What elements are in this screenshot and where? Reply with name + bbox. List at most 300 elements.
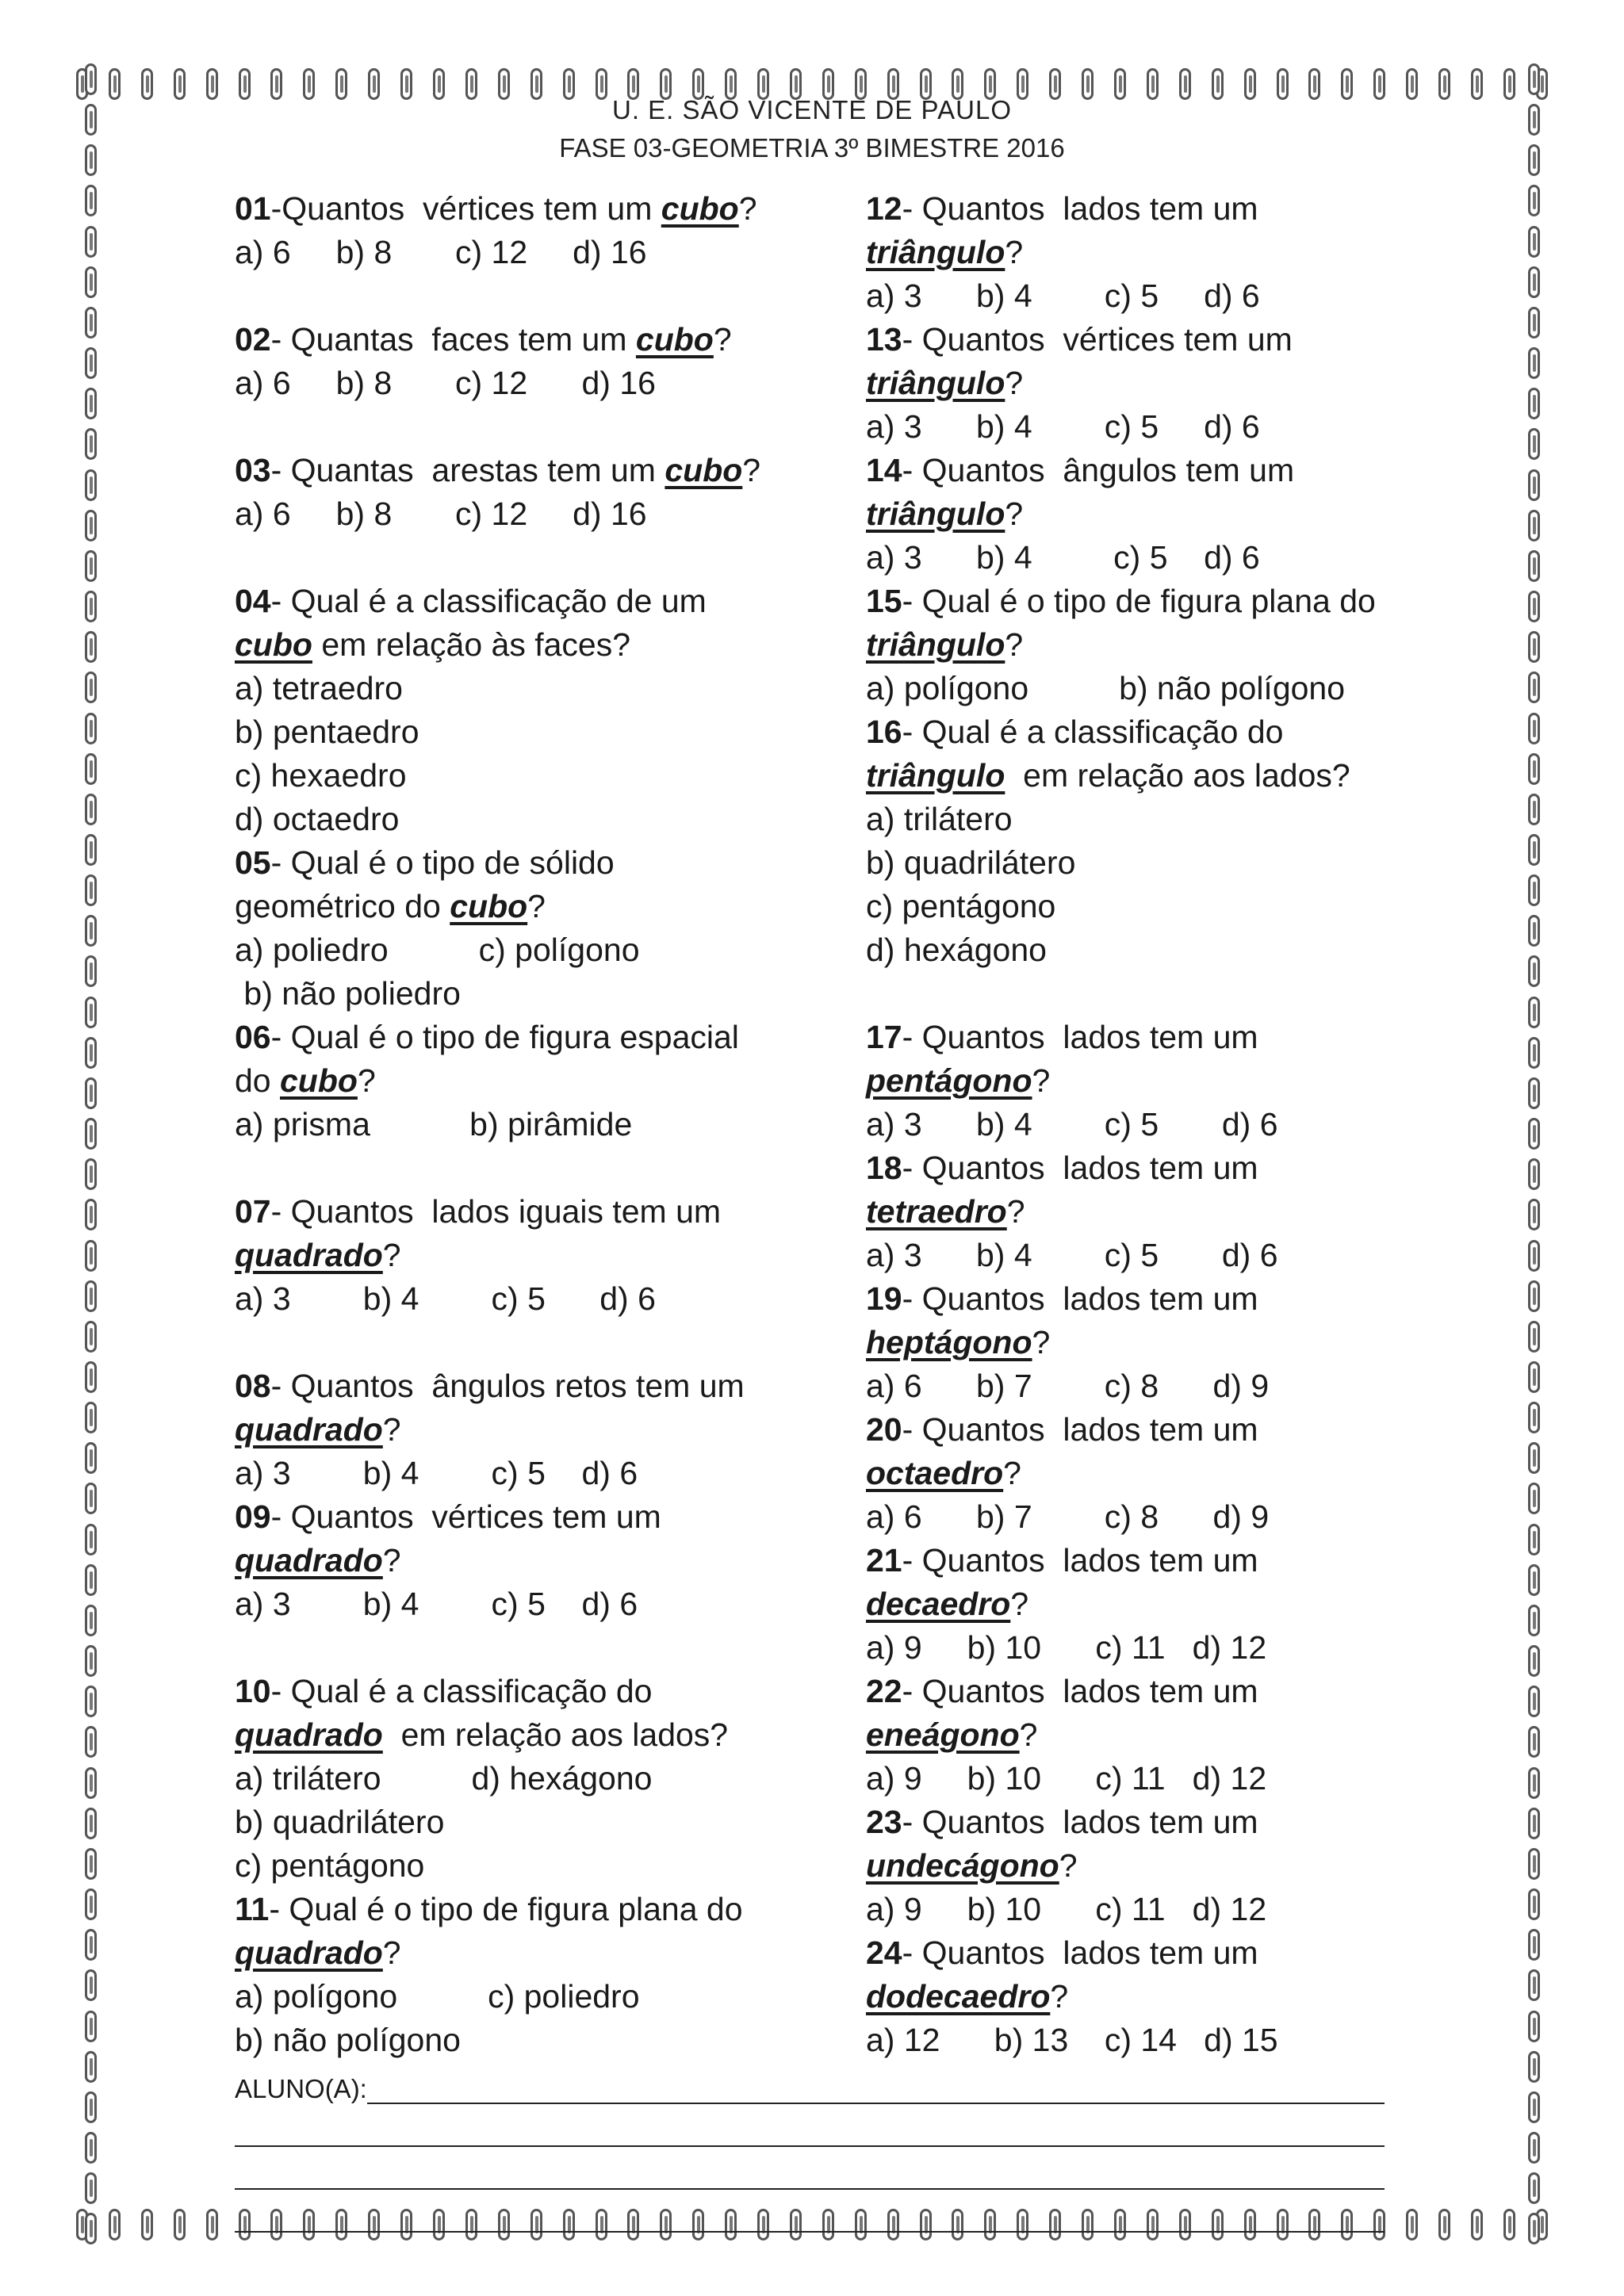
paperclip-icon	[85, 1726, 97, 1758]
paperclip-icon	[1528, 1726, 1540, 1758]
answer-options: a) trilátero d) hexágono	[235, 1760, 653, 1797]
question-text: ?	[1005, 365, 1024, 401]
question-text: em relação aos lados?	[1005, 757, 1350, 794]
answer-options: c) pentágono	[235, 1847, 425, 1884]
paperclip-icon	[1528, 2011, 1540, 2042]
paperclip-icon	[85, 428, 97, 460]
keyword: triângulo	[866, 234, 1005, 270]
paperclip-icon	[1528, 1280, 1540, 1312]
question-line	[866, 1408, 1469, 1452]
question-text: ?	[382, 1237, 401, 1273]
paperclip-icon	[1471, 2209, 1483, 2241]
answer-options: a) poliedro c) polígono	[235, 932, 640, 968]
question-line	[235, 318, 845, 362]
spacer	[235, 405, 845, 449]
paperclip-icon	[141, 2209, 153, 2241]
question-text: ?	[382, 1934, 401, 1971]
question-line	[866, 1016, 1469, 1059]
question-separator: -	[269, 1891, 289, 1927]
paperclip-icon	[1438, 2209, 1450, 2241]
paperclip-icon	[1528, 1483, 1540, 1514]
question-text: ?	[1005, 626, 1024, 663]
keyword: quadrado	[235, 1542, 383, 1578]
paperclip-icon	[85, 1645, 97, 1677]
paperclip-icon	[1528, 1767, 1540, 1799]
paperclip-icon	[85, 753, 97, 785]
question-number: 13	[866, 321, 902, 358]
question-text: ?	[382, 1411, 401, 1448]
question-separator: -	[902, 1150, 922, 1186]
paperclip-icon	[85, 2172, 97, 2204]
paperclip-icon	[1528, 955, 1540, 987]
question-text: ?	[1059, 1847, 1078, 1884]
paperclip-icon	[1528, 63, 1540, 95]
question-text: em relação aos lados?	[382, 1716, 729, 1753]
paperclip-icon	[1528, 1037, 1540, 1069]
question-line	[866, 449, 1469, 492]
keyword: cubo	[235, 626, 312, 663]
answer-options: a) 9 b) 10 c) 11 d) 12	[866, 1629, 1267, 1666]
question-line	[235, 1364, 845, 1408]
paperclip-icon	[85, 469, 97, 501]
question-line	[866, 1800, 1469, 1844]
paperclip-icon	[1528, 510, 1540, 541]
keyword: cubo	[280, 1062, 358, 1099]
paperclip-icon	[85, 1280, 97, 1312]
question-text: Quantos lados tem um	[921, 1673, 1258, 1709]
answer-options: c) hexaedro	[235, 757, 407, 794]
question-number: 02	[235, 321, 271, 358]
paperclip-icon	[1528, 347, 1540, 379]
paperclip-icon	[85, 2011, 97, 2042]
student-name-row	[235, 2061, 1385, 2104]
question-number: 23	[866, 1804, 902, 1840]
paperclip-icon	[1528, 1199, 1540, 1230]
answer-options: b) pentaedro	[235, 714, 419, 750]
answer-options: a) polígono b) não polígono	[866, 670, 1346, 706]
answer-options: a) 9 b) 10 c) 11 d) 12	[866, 1760, 1267, 1797]
paperclip-icon	[1528, 1969, 1540, 2001]
answer-options: a) 3 b) 4 c) 5 d) 6	[866, 277, 1260, 314]
paperclip-icon	[1406, 2209, 1418, 2241]
question-text: ?	[382, 1542, 401, 1578]
question-continuation	[866, 1452, 1469, 1495]
question-text: Qual é o tipo de sólido	[290, 844, 615, 881]
question-number: 01	[235, 190, 271, 227]
question-line	[235, 1670, 845, 1713]
paperclip-icon	[1528, 631, 1540, 663]
answer-options: b) quadrilátero	[235, 1804, 445, 1840]
question-continuation	[866, 1975, 1469, 2019]
keyword: undecágono	[866, 1847, 1059, 1884]
paperclip-icon	[85, 2091, 97, 2123]
paperclip-icon	[1528, 2132, 1540, 2164]
paperclip-icon	[1528, 1686, 1540, 1717]
question-continuation	[866, 1844, 1469, 1888]
question-text: Quantos lados iguais tem um	[290, 1193, 722, 1230]
question-separator: -	[902, 1411, 922, 1448]
question-number: 16	[866, 714, 902, 750]
question-line	[235, 1495, 845, 1539]
question-number: 04	[235, 583, 271, 619]
question-continuation	[235, 1931, 845, 1975]
paperclip-icon	[85, 2213, 97, 2244]
paperclip-icon	[85, 1402, 97, 1433]
paperclip-icon	[1528, 1524, 1540, 1556]
paperclip-icon	[1528, 388, 1540, 419]
question-text: ?	[1032, 1324, 1051, 1360]
keyword: octaedro	[866, 1455, 1004, 1491]
paperclip-icon	[85, 1686, 97, 1717]
spacer	[866, 972, 1469, 1016]
paperclip-icon	[1528, 226, 1540, 258]
paperclip-icon	[85, 185, 97, 216]
question-line	[866, 1539, 1469, 1582]
paperclip-icon	[1528, 185, 1540, 216]
question-line	[235, 841, 845, 885]
answer-options: a) 3 b) 4 c) 5 d) 6	[235, 1280, 656, 1317]
question-continuation	[866, 1190, 1469, 1234]
paperclip-icon	[1528, 794, 1540, 825]
question-number: 22	[866, 1673, 902, 1709]
paperclip-icon	[85, 1605, 97, 1636]
answer-options: a) 6 b) 8 c) 12 d) 16	[235, 496, 647, 532]
answer-options: a) 3 b) 4 c) 5 d) 6	[235, 1586, 638, 1622]
paperclip-icon	[85, 955, 97, 987]
question-separator: -	[902, 1019, 922, 1055]
paperclip-icon	[1528, 2091, 1540, 2123]
paperclip-icon	[1528, 550, 1540, 582]
question-number: 18	[866, 1150, 902, 1186]
question-line	[235, 1190, 845, 1234]
question-continuation	[866, 492, 1469, 536]
question-separator: -	[902, 714, 922, 750]
question-text: ?	[713, 321, 732, 358]
answer-options: d) octaedro	[235, 801, 400, 837]
answer-options: a) 3 b) 4 c) 5 d) 6	[866, 1237, 1278, 1273]
paperclip-icon	[85, 1564, 97, 1596]
paperclip-icon	[85, 550, 97, 582]
paperclip-icon	[85, 794, 97, 825]
spacer	[235, 274, 845, 318]
paperclip-icon	[1528, 1361, 1540, 1393]
paperclip-icon	[1528, 1645, 1540, 1677]
paperclip-icon	[85, 713, 97, 744]
clip-border-right	[1513, 63, 1554, 2245]
question-text: ?	[527, 888, 546, 924]
question-text: Quantas faces tem um	[290, 321, 636, 358]
answer-options: a) 6 b) 8 c) 12 d) 16	[235, 234, 647, 270]
question-separator: -	[902, 1280, 922, 1317]
paperclip-icon	[1528, 1402, 1540, 1433]
question-continuation	[866, 1059, 1469, 1103]
answer-options: a) 6 b) 7 c) 8 d) 9	[866, 1368, 1270, 1404]
keyword: triângulo	[866, 496, 1005, 532]
question-line	[235, 449, 845, 492]
keyword: cubo	[635, 321, 714, 358]
question-number: 07	[235, 1193, 271, 1230]
question-separator: -	[270, 190, 282, 227]
spacer	[235, 1321, 845, 1364]
question-separator: -	[270, 844, 291, 881]
question-text: ?	[1006, 1193, 1025, 1230]
paperclip-icon	[1528, 1158, 1540, 1190]
question-line	[235, 1888, 845, 1931]
student-name-area	[235, 2061, 1385, 2233]
paperclip-icon	[85, 1199, 97, 1230]
question-text: ?	[1010, 1586, 1029, 1622]
answer-options: a) polígono c) poliedro	[235, 1978, 640, 2015]
paperclip-icon	[1528, 2213, 1540, 2244]
keyword: cubo	[450, 888, 528, 924]
keyword: triângulo	[866, 365, 1005, 401]
question-line	[866, 318, 1469, 362]
keyword: decaedro	[866, 1586, 1011, 1622]
question-separator: -	[902, 1934, 922, 1971]
question-continuation	[866, 362, 1469, 405]
paperclip-icon	[85, 874, 97, 906]
paperclip-icon	[1528, 2172, 1540, 2204]
paperclip-icon	[85, 2132, 97, 2164]
student-name-line[interactable]	[367, 2077, 1385, 2104]
paperclip-icon	[85, 1240, 97, 1272]
paperclip-icon	[1528, 915, 1540, 947]
paperclip-icon	[85, 1888, 97, 1920]
question-text: Quantos lados tem um	[921, 1150, 1258, 1186]
paperclip-icon	[85, 1118, 97, 1150]
keyword: eneágono	[866, 1716, 1020, 1753]
question-line	[866, 1670, 1469, 1713]
keyword: triângulo	[866, 757, 1005, 794]
question-text: Qual é a classificação do	[290, 1673, 653, 1709]
keyword: quadrado	[235, 1716, 383, 1753]
question-separator: -	[902, 321, 922, 358]
question-text: Qual é o tipo de figura plana do	[289, 1891, 743, 1927]
question-number: 08	[235, 1368, 271, 1404]
question-separator: -	[902, 583, 922, 619]
paperclip-icon	[1528, 1808, 1540, 1839]
question-number: 12	[866, 190, 902, 227]
answer-options: c) pentágono	[866, 888, 1056, 924]
keyword: tetraedro	[866, 1193, 1007, 1230]
paperclip-icon	[1528, 713, 1540, 744]
question-text: geométrico do	[235, 888, 450, 924]
question-line	[866, 710, 1469, 754]
keyword: quadrado	[235, 1237, 383, 1273]
spacer	[235, 1626, 845, 1670]
answer-options: b) não poliedro	[235, 975, 461, 1012]
question-number: 21	[866, 1542, 902, 1578]
question-text: Quantos ângulos retos tem um	[290, 1368, 745, 1404]
question-text: Quantos lados tem um	[921, 1934, 1258, 1971]
answer-options: a) trilátero	[866, 801, 1013, 837]
question-text: ?	[1005, 234, 1024, 270]
question-number: 09	[235, 1498, 271, 1535]
question-text: Quantos vértices tem um	[921, 321, 1293, 358]
paperclip-icon	[85, 591, 97, 622]
blank-line[interactable]	[235, 2163, 1385, 2190]
keyword: cubo	[665, 452, 743, 488]
answer-options: b) quadrilátero	[866, 844, 1076, 881]
question-text: Quantos ângulos tem um	[921, 452, 1295, 488]
blank-line[interactable]	[235, 2206, 1385, 2233]
question-line	[866, 580, 1469, 623]
question-number: 15	[866, 583, 902, 619]
paperclip-icon	[206, 2209, 218, 2241]
spacer	[235, 1146, 845, 1190]
answer-line	[235, 2104, 1385, 2147]
answer-line	[235, 2147, 1385, 2190]
question-continuation	[235, 1059, 845, 1103]
paperclip-icon	[1528, 1118, 1540, 1150]
question-text: ?	[742, 452, 761, 488]
paperclip-icon	[1528, 428, 1540, 460]
answer-options: a) 3 b) 4 c) 5 d) 6	[235, 1455, 638, 1491]
paperclip-icon	[85, 1158, 97, 1190]
paperclip-icon	[85, 1808, 97, 1839]
paperclip-icon	[1528, 1848, 1540, 1880]
paperclip-icon	[85, 834, 97, 866]
answer-line	[235, 2190, 1385, 2233]
question-number: 06	[235, 1019, 271, 1055]
question-line	[866, 1931, 1469, 1975]
question-separator: -	[270, 452, 291, 488]
question-text: em relação às faces?	[312, 626, 631, 663]
question-number: 05	[235, 844, 271, 881]
question-separator: -	[270, 321, 291, 358]
paperclip-icon	[85, 672, 97, 703]
answer-options: a) 9 b) 10 c) 11 d) 12	[866, 1891, 1267, 1927]
paperclip-icon	[85, 1767, 97, 1799]
question-separator: -	[270, 1019, 291, 1055]
question-separator: -	[902, 452, 922, 488]
question-text: Qual é a classificação de um	[290, 583, 707, 619]
question-line	[235, 1016, 845, 1059]
question-text: Quantos lados tem um	[921, 1542, 1258, 1578]
paperclip-icon	[85, 1524, 97, 1556]
question-continuation	[235, 1234, 845, 1277]
paperclip-icon	[1528, 834, 1540, 866]
answer-options: a) prisma b) pirâmide	[235, 1106, 633, 1142]
paperclip-icon	[174, 2209, 186, 2241]
answer-options: a) 6 b) 7 c) 8 d) 9	[866, 1498, 1270, 1535]
question-text: ?	[738, 190, 757, 227]
question-text: Quantos lados tem um	[921, 1411, 1258, 1448]
question-text: ?	[1032, 1062, 1051, 1099]
question-continuation	[866, 1582, 1469, 1626]
question-continuation	[866, 754, 1469, 798]
paperclip-icon	[85, 1037, 97, 1069]
paperclip-icon	[1528, 1929, 1540, 1961]
question-separator: -	[902, 1804, 922, 1840]
paperclip-icon	[1528, 1077, 1540, 1109]
paperclip-icon	[1528, 2051, 1540, 2083]
question-line	[866, 1146, 1469, 1190]
question-continuation	[866, 231, 1469, 274]
paperclip-icon	[1528, 1605, 1540, 1636]
paperclip-icon	[85, 1442, 97, 1474]
question-continuation	[866, 623, 1469, 667]
paperclip-icon	[1528, 997, 1540, 1028]
question-continuation	[235, 623, 845, 667]
left-question-column	[235, 187, 845, 2062]
paperclip-icon	[85, 307, 97, 339]
question-line	[866, 1277, 1469, 1321]
paperclip-icon	[85, 1929, 97, 1961]
question-text: Quantos lados tem um	[921, 1280, 1258, 1317]
school-name: U. E. SÃO VICENTE DE PAULO	[611, 95, 1012, 124]
paperclip-icon	[85, 2051, 97, 2083]
question-separator: -	[902, 1673, 922, 1709]
clip-border-left	[70, 63, 111, 2245]
right-question-column	[866, 187, 1469, 2062]
question-number: 03	[235, 452, 271, 488]
paperclip-icon	[1528, 1442, 1540, 1474]
question-continuation	[235, 1713, 845, 1757]
question-text: Quantas arestas tem um	[290, 452, 665, 488]
question-number: 19	[866, 1280, 902, 1317]
question-number: 24	[866, 1934, 902, 1971]
question-line	[866, 187, 1469, 231]
question-text: ?	[1019, 1716, 1038, 1753]
paperclip-icon	[1528, 874, 1540, 906]
question-line	[235, 580, 845, 623]
question-number: 20	[866, 1411, 902, 1448]
question-text: Quantos lados tem um	[921, 190, 1258, 227]
question-separator: -	[270, 1498, 291, 1535]
paperclip-icon	[85, 1969, 97, 2001]
question-separator: -	[902, 1542, 922, 1578]
question-text: ?	[1050, 1978, 1069, 2015]
question-continuation	[866, 1713, 1469, 1757]
paperclip-icon	[85, 1361, 97, 1393]
keyword: heptágono	[866, 1324, 1032, 1360]
question-separator: -	[270, 1368, 291, 1404]
question-number: 10	[235, 1673, 271, 1709]
keyword: quadrado	[235, 1411, 383, 1448]
keyword: quadrado	[235, 1934, 383, 1971]
keyword: triângulo	[866, 626, 1005, 663]
paperclip-icon	[1528, 672, 1540, 703]
paperclip-icon	[1528, 591, 1540, 622]
worksheet-subtitle: FASE 03-GEOMETRIA 3º BIMESTRE 2016	[559, 133, 1065, 163]
blank-line[interactable]	[235, 2120, 1385, 2147]
paperclip-icon	[85, 388, 97, 419]
answer-options: a) 3 b) 4 c) 5 d) 6	[866, 539, 1260, 576]
keyword: cubo	[661, 190, 739, 227]
paperclip-icon	[85, 63, 97, 95]
question-continuation	[235, 885, 845, 928]
paperclip-icon	[85, 1848, 97, 1880]
question-text: ?	[357, 1062, 376, 1099]
question-separator: -	[902, 190, 922, 227]
question-text: Qual é o tipo de figura espacial	[290, 1019, 739, 1055]
answer-options: a) 3 b) 4 c) 5 d) 6	[866, 1106, 1278, 1142]
question-text: ?	[1005, 496, 1024, 532]
question-text: Quantos lados tem um	[921, 1019, 1258, 1055]
question-number: 11	[235, 1891, 270, 1927]
question-number: 14	[866, 452, 902, 488]
answer-options: a) 12 b) 13 c) 14 d) 15	[866, 2022, 1278, 2058]
paperclip-icon	[85, 1321, 97, 1353]
answer-options: d) hexágono	[866, 932, 1047, 968]
spacer	[235, 536, 845, 580]
question-line	[235, 187, 845, 231]
keyword: pentágono	[866, 1062, 1032, 1099]
question-continuation	[235, 1539, 845, 1582]
question-continuation	[235, 1408, 845, 1452]
paperclip-icon	[85, 915, 97, 947]
